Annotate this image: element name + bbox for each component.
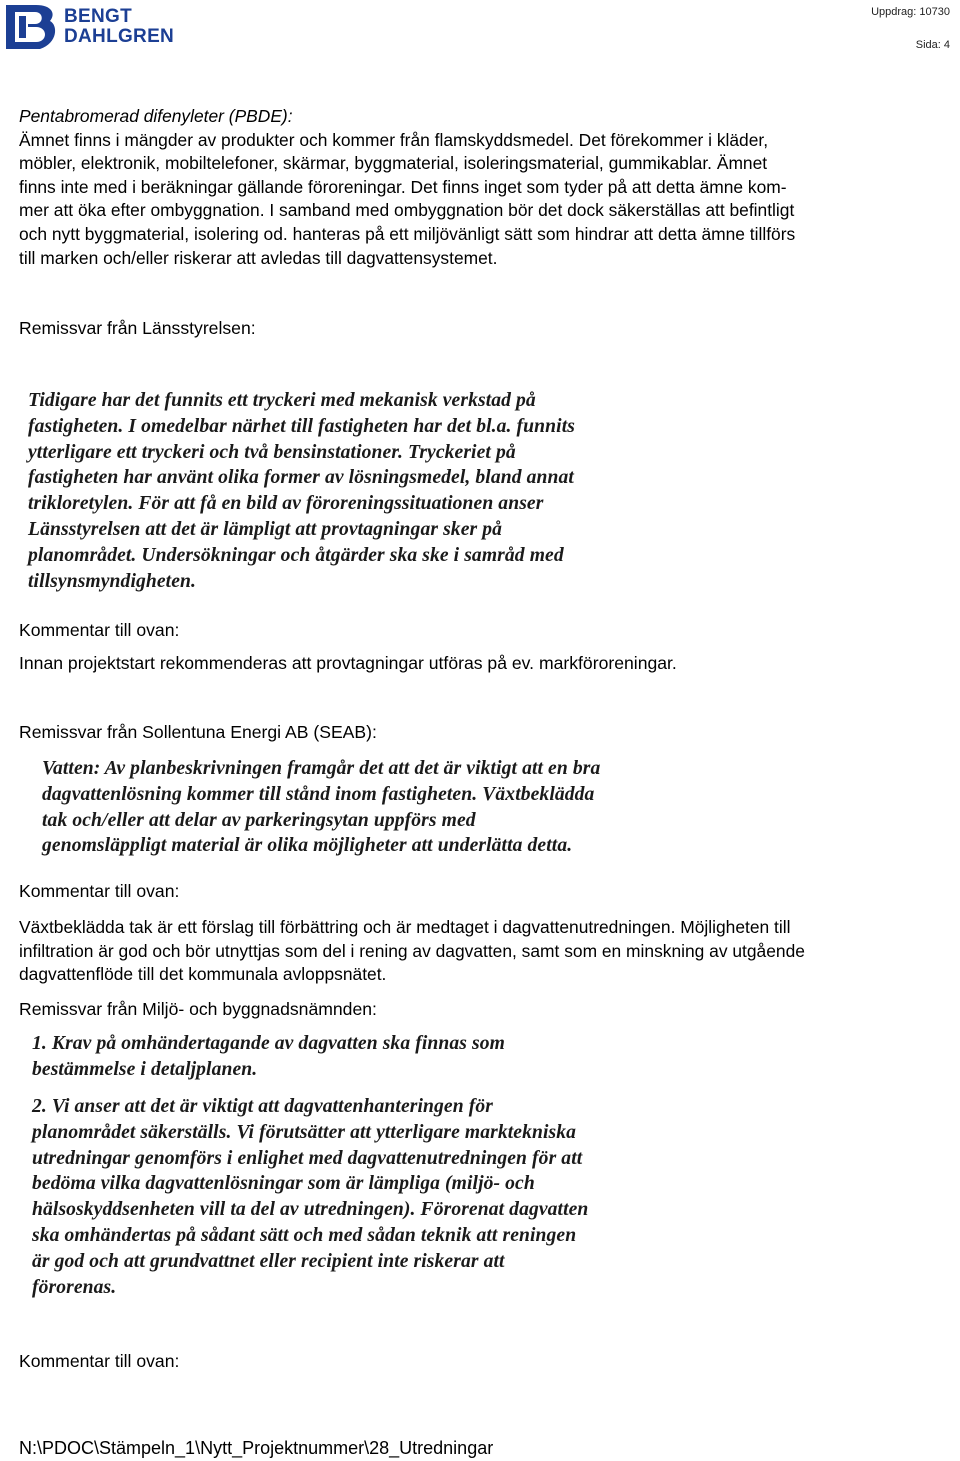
miljo-quote-2 xyxy=(32,1094,588,1300)
miljo-heading: Remissvar från Miljö- och byggnadsnämnden: xyxy=(19,999,377,1019)
quote-line: hälsoskyddsenheten vill ta del av utredningen). Förorenat dagvatten xyxy=(32,1199,589,1221)
lansstyrelsen-comment: Innan projektstart rekommenderas att provtagningar utföras på ev. markföroreningar. xyxy=(19,653,677,673)
seab-quote xyxy=(42,756,600,859)
miljo-quote-1 xyxy=(32,1031,505,1083)
miljo-comment-label: Kommentar till ovan: xyxy=(19,1351,180,1371)
logo-wordmark xyxy=(64,7,174,47)
lansstyrelsen-heading: Remissvar från Länsstyrelsen: xyxy=(19,318,256,338)
quote-line: dagvattenlösning kommer till stånd inom fastigheten. Växtbeklädda xyxy=(42,783,595,805)
quote-line: bestämmelse i detaljplanen. xyxy=(32,1058,258,1080)
pbde-line: och nytt byggmaterial, isolering od. hanteras på ett miljövänligt sätt som hindrar att detta ämne tillförs xyxy=(19,223,796,244)
pbde-section xyxy=(19,105,944,270)
quote-line: 1. Krav på omhändertagande av dagvatten ska finnas som xyxy=(32,1033,505,1054)
seab-comment-line: dagvattenflöde till det kommunala avloppsnätet. xyxy=(19,964,387,985)
quote-line: ytterligare ett tryckeri och två bensinstationer. Tryckeriet på xyxy=(28,441,516,463)
quote-line: bedöma vilka dagvattenlösningar som är lämpliga (miljö- och xyxy=(32,1173,535,1195)
lansstyrelsen-quote xyxy=(28,388,575,594)
quote-line: planområdet. Undersökningar och åtgärder ska ske i samråd med xyxy=(28,544,564,566)
seab-comment-label: Kommentar till ovan: xyxy=(19,881,180,901)
quote-line: planområdet säkerställs. Vi förutsätter att ytterligare marktekniska xyxy=(32,1121,577,1143)
quote-line: Länsstyrelsen att det är lämpligt att provtagningar sker på xyxy=(28,518,503,540)
seab-comment-line: infiltration är god och bör utnyttjas som del i rening av dagvatten, samt som en minskning av utgående xyxy=(19,940,805,961)
company-logo xyxy=(6,5,184,49)
quote-line: 2. Vi anser att det är viktigt att dagvattenhanteringen för xyxy=(32,1096,493,1117)
logo-line-1: BENGT xyxy=(64,6,132,27)
quote-line: genomsläppligt material är olika möjligheter att underlätta detta. xyxy=(42,835,573,857)
quote-line: tak och/eller att delar av parkeringsytan uppförs med xyxy=(42,809,476,831)
pbde-line: finns inte med i beräkningar gällande föroreningar. Det finns inget som tyder på att detta ämne kom- xyxy=(19,176,787,197)
quote-line: är god och att grundvattnet eller recipient inte riskerar att xyxy=(32,1250,505,1272)
logo-bd-mark xyxy=(6,5,58,49)
quote-line: fastigheten har använt olika former av lösningsmedel, bland annat xyxy=(28,467,574,489)
quote-line: Tidigare har det funnits ett tryckeri med mekanisk verkstad på xyxy=(28,390,536,411)
logo-line-2: DAHLGREN xyxy=(64,26,175,47)
seab-comment-line: Växtbeklädda tak är ett förslag till förbättring och är medtaget i dagvattenutredningen. Möjligheten till xyxy=(19,917,791,937)
pbde-line: Ämnet finns i mängder av produkter och kommer från flamskyddsmedel. Det förekommer i kläder, xyxy=(19,129,769,150)
uppdrag-label: Uppdrag: 10730 xyxy=(871,6,950,18)
quote-line: trikloretylen. För att få en bild av föroreningssituationen anser xyxy=(28,493,544,515)
quote-line: Vatten: Av planbeskrivningen framgår det att det är viktigt att en bra xyxy=(42,758,601,779)
lansstyrelsen-comment-label: Kommentar till ovan: xyxy=(19,620,180,640)
pbde-title: Pentabromerad difenyleter (PBDE): xyxy=(19,106,293,126)
quote-line: förorenas. xyxy=(32,1276,117,1298)
pbde-line: möbler, elektronik, mobiltelefoner, skärmar, byggmaterial, isoleringsmaterial, gummikablar. Ämnet xyxy=(19,153,768,174)
pbde-line: till marken och/eller riskerar att avledas till dagvattensystemet. xyxy=(19,247,498,268)
seab-comment xyxy=(19,916,944,987)
quote-line: utredningar genomförs i enlighet med dagvattenutredningen för att xyxy=(32,1147,583,1169)
quote-line: fastigheten. I omedelbar närhet till fastigheten har det bl.a. funnits xyxy=(28,415,575,437)
footer-file-path: N:\PDOC\Stämpeln_1\Nytt_Projektnummer\28_Utredningar xyxy=(19,1438,494,1458)
pbde-line: mer att öka efter ombyggnation. I samband med ombyggnation bör det dock säkerställas att befintligt xyxy=(19,200,795,221)
quote-line: ska omhändertas på sådant sätt och med sådan teknik att reningen xyxy=(32,1224,577,1246)
page-number: Sida: 4 xyxy=(915,39,950,51)
seab-heading: Remissvar från Sollentuna Energi AB (SEAB): xyxy=(19,722,377,742)
quote-line: tillsynsmyndigheten. xyxy=(28,570,197,592)
